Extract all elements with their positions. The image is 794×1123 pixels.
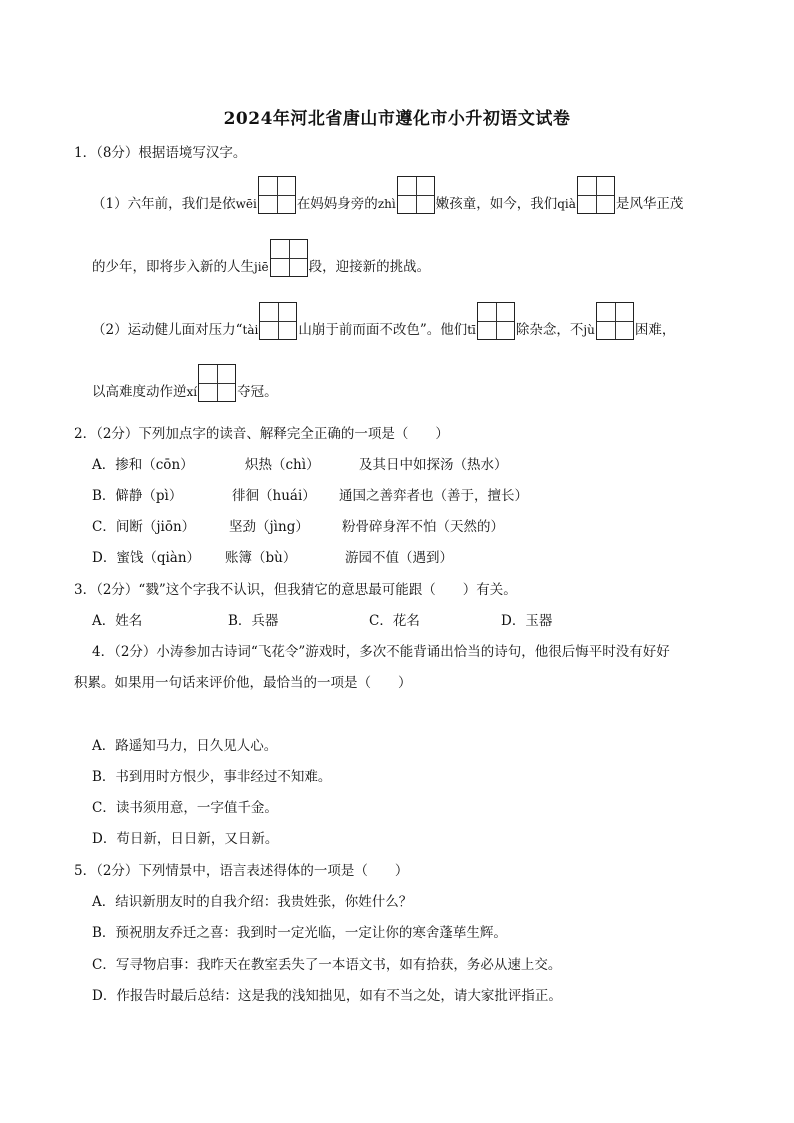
tianzige-box[interactable] bbox=[397, 176, 435, 214]
question-4-option-d[interactable]: D．苟日新，日日新，又日新。 bbox=[92, 831, 279, 847]
question-4-option-b[interactable]: B．书到用时方恨少，事非经过不知难。 bbox=[92, 769, 332, 785]
question-2-option-a[interactable] bbox=[92, 455, 508, 475]
question-5-option-b[interactable]: B．预祝朋友乔迁之喜：我到时一定光临，一定让你的寒舍蓬荜生辉。 bbox=[92, 925, 507, 941]
question-5-option-a[interactable]: A．结识新朋友时的自我介绍：我贵姓张，你姓什么？ bbox=[92, 894, 413, 910]
question-1-line-3 bbox=[92, 302, 675, 340]
option-part: 炽热（chì） bbox=[245, 457, 320, 473]
pinyin-hint: tī bbox=[467, 323, 476, 337]
option-part: D．蜜饯（qiàn） bbox=[92, 550, 201, 566]
question-3-stem: 3．（2分）“戮”这个字我不认识，但我猜它的意思最可能跟（ ）有关。 bbox=[74, 582, 517, 598]
text-segment: 除杂念，不 bbox=[515, 322, 584, 338]
text-segment: 是风华正茂 bbox=[615, 196, 684, 212]
text-segment: 在妈妈身旁的 bbox=[296, 196, 378, 212]
tianzige-box[interactable] bbox=[596, 302, 634, 340]
text-segment: （2）运动健儿面对压力“ bbox=[92, 322, 243, 338]
option-part: 通国之善弈者也（善于，擅长） bbox=[339, 488, 528, 504]
question-2-stem: 2．（2分）下列加点字的读音、解释完全正确的一项是（ ） bbox=[74, 426, 449, 442]
pinyin-hint: xí bbox=[186, 385, 198, 399]
option-part: 粉骨碎身浑不怕（天然的） bbox=[342, 519, 504, 535]
option-part: 游园不值（遇到） bbox=[345, 550, 453, 566]
option-part: A．掺和（cōn） bbox=[92, 457, 194, 473]
tianzige-box[interactable] bbox=[477, 302, 515, 340]
question-4-stem-line-1: 4．（2分）小涛参加古诗词“飞花令”游戏时，多次不能背诵出恰当的诗句，他很后悔平时没有好好 bbox=[92, 644, 670, 660]
question-1-line-2 bbox=[92, 239, 430, 277]
text-segment: 困难， bbox=[634, 322, 676, 338]
pinyin-hint: jiē bbox=[254, 260, 269, 274]
tianzige-box[interactable] bbox=[258, 176, 296, 214]
option-part: 账簿（bù） bbox=[225, 550, 297, 566]
question-1-stem: 1．（8分）根据语境写汉字。 bbox=[74, 145, 247, 161]
question-2-option-b[interactable] bbox=[92, 486, 528, 506]
question-3-option-c[interactable]: C．花名 bbox=[369, 613, 420, 629]
tianzige-box[interactable] bbox=[577, 176, 615, 214]
option-part: C．间断（jiōn） bbox=[92, 519, 196, 535]
tianzige-box[interactable] bbox=[198, 364, 236, 402]
pinyin-hint: jù bbox=[583, 323, 595, 337]
text-segment: 以高难度动作逆 bbox=[92, 384, 187, 400]
question-3-option-b[interactable]: B．兵器 bbox=[228, 613, 279, 629]
tianzige-box[interactable] bbox=[270, 239, 308, 277]
pinyin-hint: tài bbox=[242, 323, 259, 337]
question-5-option-d[interactable]: D．作报告时最后总结：这是我的浅知拙见，如有不当之处，请大家批评指正。 bbox=[92, 988, 562, 1004]
text-segment: 的少年，即将步入新的人生 bbox=[92, 259, 254, 275]
option-part: 及其日中如探汤（热水） bbox=[359, 457, 508, 473]
question-5-stem: 5．（2分）下列情景中，语言表述得体的一项是（ ） bbox=[74, 863, 409, 879]
tianzige-box[interactable] bbox=[259, 302, 297, 340]
question-5-option-c[interactable]: C．写寻物启事：我昨天在教室丢失了一本语文书，如有拾获，务必从速上交。 bbox=[92, 957, 562, 973]
pinyin-hint: qià bbox=[557, 197, 576, 211]
question-3-option-d[interactable]: D．玉器 bbox=[501, 613, 553, 629]
text-segment: 嫩孩童，如今，我们 bbox=[435, 196, 558, 212]
question-2-option-c[interactable] bbox=[92, 517, 504, 537]
text-segment: 段，迎接新的挑战。 bbox=[308, 259, 431, 275]
question-3-options bbox=[92, 611, 552, 631]
question-4-option-a[interactable]: A．路遥知马力，日久见人心。 bbox=[92, 738, 278, 754]
option-part: 徘徊（huái） bbox=[232, 488, 316, 504]
text-segment: 山崩于前而面不改色”。他们 bbox=[298, 322, 468, 338]
question-1-line-4 bbox=[92, 364, 278, 402]
question-1-line-1 bbox=[92, 176, 683, 214]
question-2-option-d[interactable] bbox=[92, 548, 453, 568]
question-3-option-a[interactable]: A．姓名 bbox=[92, 613, 143, 629]
option-part: B．僻静（pì） bbox=[92, 488, 183, 504]
text-segment: 夺冠。 bbox=[237, 384, 278, 400]
text-segment: （1）六年前，我们是依 bbox=[92, 196, 236, 212]
question-4-option-c[interactable]: C．读书须用意，一字值千金。 bbox=[92, 800, 278, 816]
page-title: 2024年河北省唐山市遵化市小升初语文试卷 bbox=[223, 109, 571, 129]
question-4-stem-line-2: 积累。如果用一句话来评价他，最恰当的一项是（ ） bbox=[74, 675, 412, 691]
option-part: 坚劲（jìng） bbox=[229, 519, 309, 535]
pinyin-hint: wēi bbox=[235, 197, 257, 211]
pinyin-hint: zhì bbox=[377, 197, 396, 211]
